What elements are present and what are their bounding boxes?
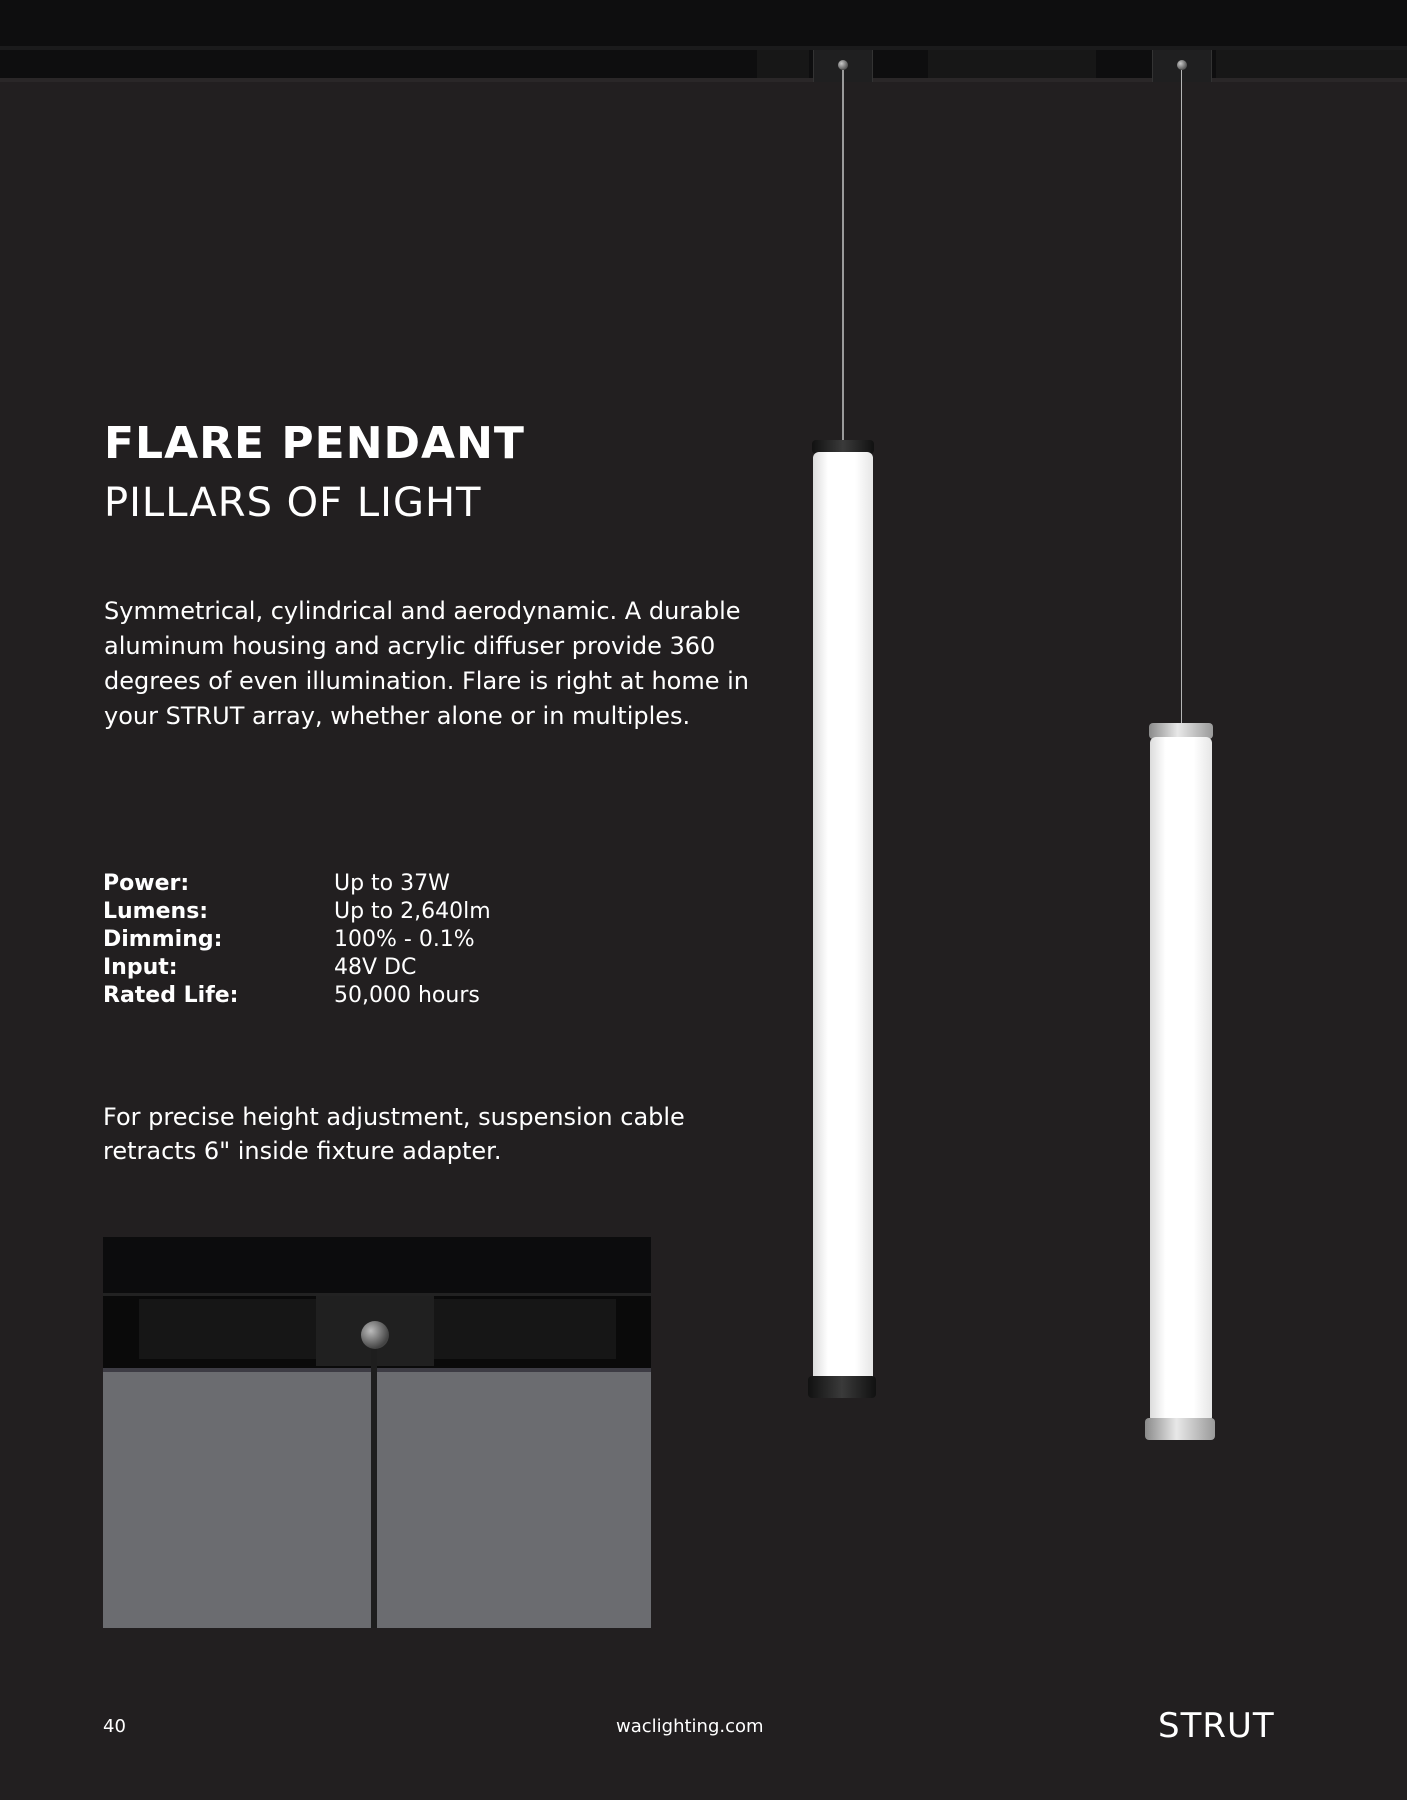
- spec-label: Dimming:: [103, 927, 223, 952]
- product-description: Symmetrical, cylindrical and aerodynamic. A durable aluminum housing and acrylic diffuser provide 360 degrees of even illumination. Flare is right at home in your STRUT array, whether alone or in multiples.: [104, 597, 750, 730]
- height-adjustment-note: For precise height adjustment, suspension cable retracts 6" inside fixture adapter.: [103, 1103, 685, 1165]
- adapter-detail-photo: [103, 1237, 651, 1628]
- pendant-right-bottom-cap: [1145, 1418, 1215, 1440]
- suspension-cable-left: [842, 70, 844, 440]
- pendant-left-bottom-cap: [808, 1376, 876, 1398]
- spec-row-lumens: [103, 898, 491, 926]
- spec-value: Up to 37W: [334, 871, 450, 896]
- spec-label: Lumens:: [103, 899, 209, 924]
- website-link[interactable]: waclighting.com: [616, 1716, 764, 1737]
- spec-row-dimming: [103, 926, 491, 954]
- spec-label: Rated Life:: [103, 983, 239, 1008]
- spec-value: Up to 2,640lm: [334, 899, 491, 924]
- spec-table: [103, 870, 491, 1010]
- spec-row-rated-life: [103, 982, 491, 1010]
- pendant-left-image: [813, 452, 873, 1382]
- spec-label: Input:: [103, 955, 178, 980]
- spec-value: 48V DC: [334, 955, 417, 980]
- product-title: FLARE PENDANT: [104, 418, 525, 469]
- product-subtitle: PILLARS OF LIGHT: [104, 480, 482, 526]
- spec-row-input: [103, 954, 491, 982]
- spec-row-power: [103, 870, 491, 898]
- page-number: 40: [103, 1716, 126, 1737]
- pendant-right-image: [1150, 737, 1212, 1423]
- spec-label: Power:: [103, 871, 190, 896]
- fixture-adapter-right: [1152, 50, 1212, 82]
- brand-logo: STRUT: [1158, 1706, 1275, 1746]
- spec-value: 50,000 hours: [334, 983, 480, 1008]
- suspension-cable-right: [1181, 70, 1182, 724]
- spec-value: 100% - 0.1%: [334, 927, 475, 952]
